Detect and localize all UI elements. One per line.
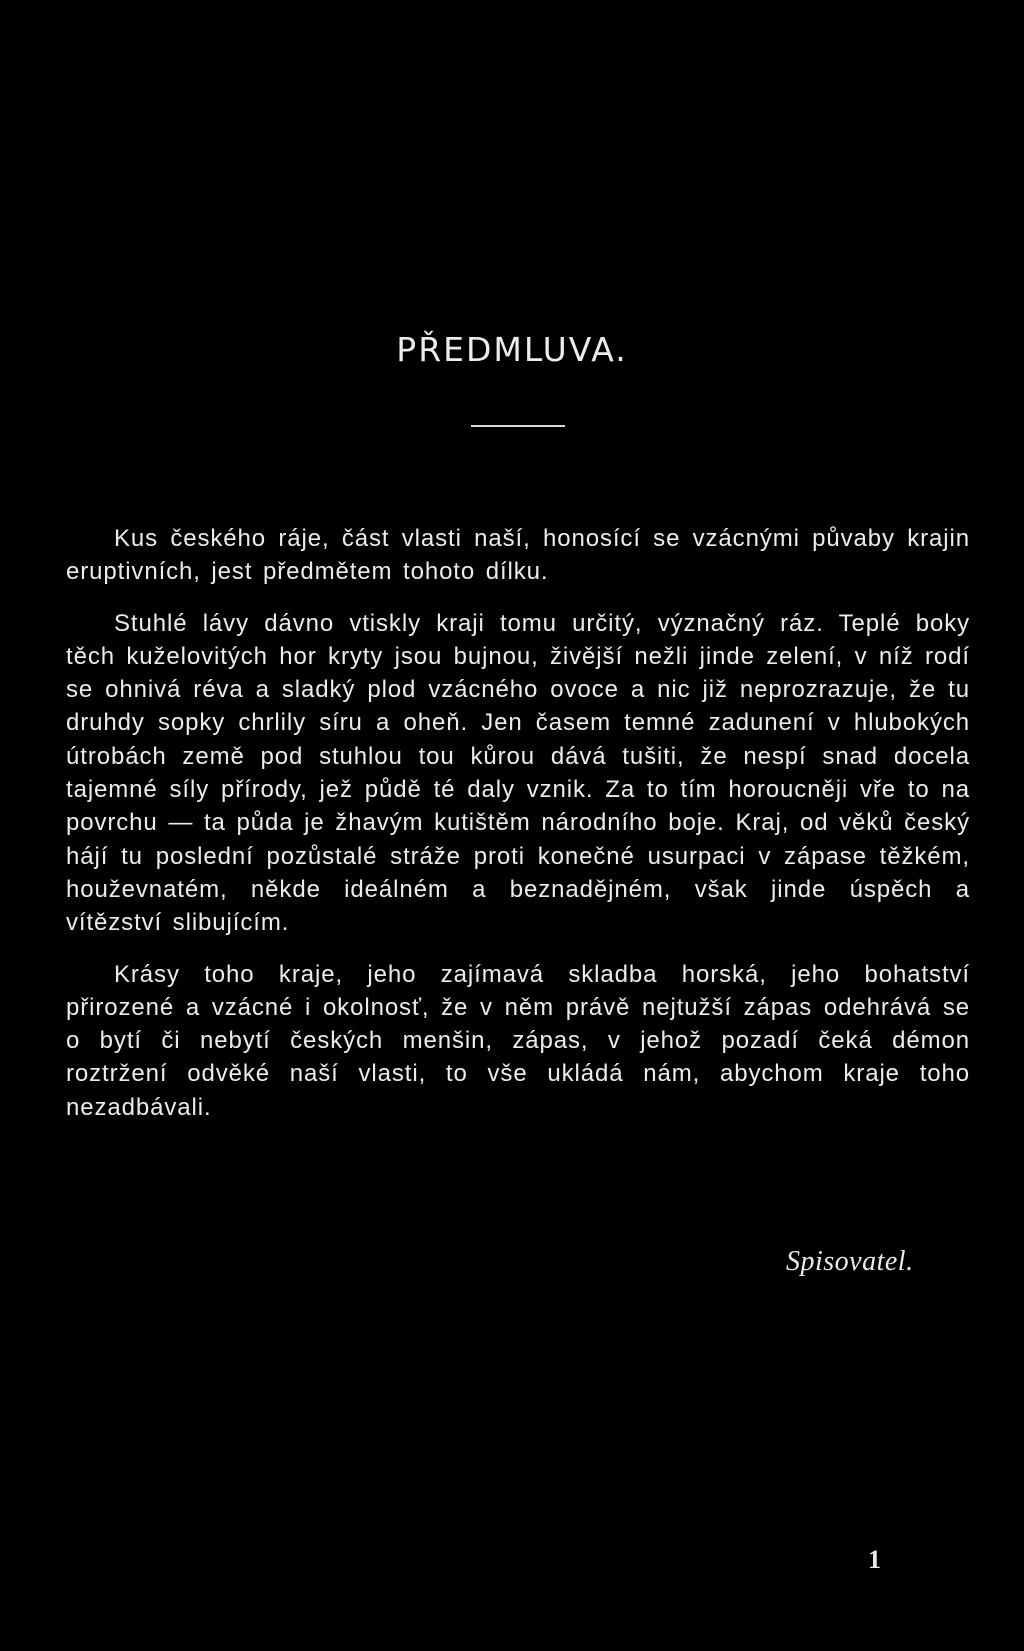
page-title: PŘEDMLUVA. [396,330,628,369]
paragraph-3: Krásy toho kraje, jeho zajímavá skladba horská, jeho bohatství přirozené a vzácné i okolnosť, že v něm právě nejtužší zápas odehrává se o bytí či nebytí českých menšin, zápas, v jehož pozadí čeká démon roztržení odvěké naší vlasti, to vše ukládá nám, abychom kraje toho nezadbávali. [66,960,970,1121]
paragraph-2: Stuhlé lávy dávno vtiskly kraji tomu určitý, význačný ráz. Teplé boky těch kuželovitých hor kryty jsou bujnou, živější nežli jinde zelení, v níž rodí se ohnivá réva a sladký plod vzácného ovoce a nic již neprozrazuje, že tu druhdy sopky chrlily síru a oheň. Jen časem temné zadunení v hlubokých útrobách země pod stuhlou tou kůrou dává tušiti, že nespí snad docela tajemné síly přírody, jež půdě té daly vznik. Za to tím horoucněji vře to na povrchu — ta půda je žhavým kutištěm národního boje. Kraj, od věků český hájí tu poslední pozůstalé stráže proti konečné usurpaci v zápase těžkém, houževnatém, někde ideálném a beznadějném, však jinde úspěch a vítězství slibujícím. [66,609,970,937]
preface-body [66,522,970,1134]
paragraph-1: Kus českého ráje, část vlasti naší, honosící se vzácnými půvaby krajin eruptivních, jest předmětem tohoto dílku. [66,525,970,586]
title-divider [471,425,565,427]
page-number: 1 [868,1545,881,1574]
author-signature: Spisovatel. [786,1246,914,1277]
